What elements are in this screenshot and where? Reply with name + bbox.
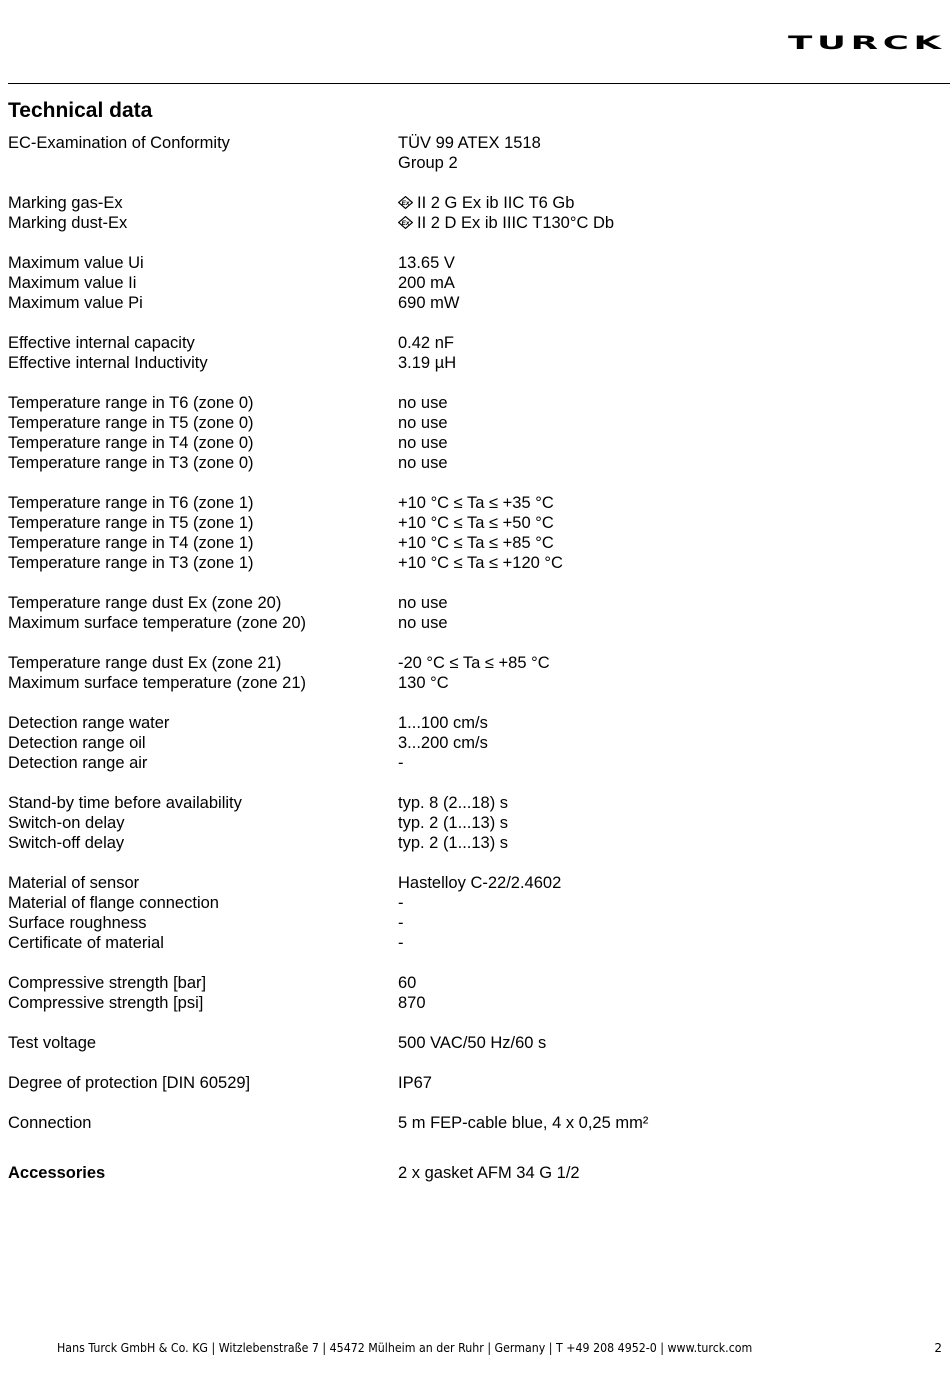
row-label: Maximum value Ui: [8, 254, 144, 272]
data-row: [8, 913, 938, 933]
data-row: [8, 793, 938, 813]
row-value: 60: [398, 974, 417, 992]
row-value: no use: [398, 614, 448, 632]
row-value: no use: [398, 454, 448, 472]
spacer: [8, 1013, 938, 1033]
row-label: Switch-off delay: [8, 834, 125, 852]
row-value: II 2 D Ex ib IIIC T130°C Db: [417, 214, 615, 232]
row-value: -: [398, 914, 404, 932]
row-value: 2 x gasket AFM 34 G 1/2: [398, 1164, 580, 1182]
row-value: II 2 G Ex ib IIC T6 Gb: [417, 194, 575, 212]
data-row: [8, 593, 938, 613]
data-row: [8, 753, 938, 773]
data-row: [8, 733, 938, 753]
row-label: Maximum value Ii: [8, 274, 137, 292]
data-row: [8, 833, 938, 853]
row-value: -: [398, 754, 404, 772]
row-value: -20 °C ≤ Ta ≤ +85 °C: [398, 654, 550, 672]
row-value: no use: [398, 414, 448, 432]
row-value: 3.19 µH: [398, 354, 457, 372]
row-value: 870: [398, 994, 426, 1012]
data-row: [8, 333, 938, 353]
row-value: -: [398, 894, 404, 912]
data-row: [8, 893, 938, 913]
row-label: Accessories: [8, 1164, 106, 1182]
data-row: [8, 933, 938, 953]
turck-logo: TURCK: [788, 32, 946, 54]
ex-symbol-icon: [398, 216, 413, 229]
data-row: [8, 653, 938, 673]
row-label: Maximum surface temperature (zone 20): [8, 614, 307, 632]
row-value: typ. 2 (1...13) s: [398, 814, 509, 832]
row-value: Hastelloy C-22/2.4602: [398, 874, 562, 892]
data-row: [8, 813, 938, 833]
row-value: IP67: [398, 1074, 432, 1092]
data-row: [8, 413, 938, 433]
spacer: [8, 573, 938, 593]
data-row: [8, 353, 938, 373]
spacer: [8, 373, 938, 393]
spacer: [8, 1093, 938, 1113]
row-label: Detection range air: [8, 754, 148, 772]
row-value: 3...200 cm/s: [398, 734, 488, 752]
row-label: Compressive strength [psi]: [8, 994, 204, 1012]
row-value: 130 °C: [398, 674, 449, 692]
data-row: [8, 253, 938, 273]
row-label: Effective internal capacity: [8, 334, 195, 352]
ex-symbol-icon: [398, 196, 413, 209]
row-value: typ. 2 (1...13) s: [398, 834, 509, 852]
row-value: no use: [398, 594, 448, 612]
row-value: 0.42 nF: [398, 334, 454, 352]
row-value: 500 VAC/50 Hz/60 s: [398, 1034, 547, 1052]
row-label: [8, 153, 398, 173]
row-label: Temperature range in T3 (zone 0): [8, 454, 254, 472]
row-label: Maximum surface temperature (zone 21): [8, 674, 307, 692]
row-label: Temperature range in T4 (zone 1): [8, 534, 254, 552]
spacer: [8, 313, 938, 333]
row-label: Material of flange connection: [8, 894, 219, 912]
data-row: [8, 273, 938, 293]
data-row: [8, 1113, 938, 1133]
row-value: 1...100 cm/s: [398, 714, 488, 732]
data-row: [8, 153, 938, 173]
spacer: [8, 693, 938, 713]
data-row: [8, 493, 938, 513]
row-label: Degree of protection [DIN 60529]: [8, 1074, 251, 1092]
row-label: Detection range oil: [8, 734, 146, 752]
row-label: Temperature range dust Ex (zone 20): [8, 594, 282, 612]
row-value: +10 °C ≤ Ta ≤ +35 °C: [398, 494, 554, 512]
row-label: EC-Examination of Conformity: [8, 134, 230, 152]
data-row: [8, 713, 938, 733]
row-label: Switch-on delay: [8, 814, 125, 832]
row-label: Temperature range in T6 (zone 1): [8, 494, 254, 512]
data-row: [8, 513, 938, 533]
data-row-accessories: [8, 1163, 938, 1183]
spacer: [8, 1133, 938, 1163]
data-row: [8, 673, 938, 693]
spacer: [8, 853, 938, 873]
data-row: [8, 973, 938, 993]
data-row: [8, 613, 938, 633]
spacer: [8, 953, 938, 973]
data-row: [8, 1073, 938, 1093]
row-label: Detection range water: [8, 714, 170, 732]
data-row: [8, 553, 938, 573]
svg-text:Ex: Ex: [401, 220, 410, 227]
footer-address: Hans Turck GmbH & Co. KG | Witzlebenstraße 7 | 45472 Mülheim an der Ruhr | Germany | T +49 208 4952-0 | www.turck.com: [57, 1341, 753, 1355]
row-label: Temperature range in T3 (zone 1): [8, 554, 254, 572]
data-row: [8, 1033, 938, 1053]
row-label: Certificate of material: [8, 934, 164, 952]
spacer: [8, 233, 938, 253]
data-row: [8, 293, 938, 313]
row-label: Temperature range in T5 (zone 1): [8, 514, 254, 532]
spacer: [8, 633, 938, 653]
row-value: 200 mA: [398, 274, 455, 292]
row-label: Temperature range in T6 (zone 0): [8, 394, 254, 412]
data-row: [8, 193, 938, 213]
row-label: Temperature range in T4 (zone 0): [8, 434, 254, 452]
row-value: no use: [398, 434, 448, 452]
row-label: Surface roughness: [8, 914, 147, 932]
row-value: -: [398, 934, 404, 952]
row-value: 690 mW: [398, 294, 460, 312]
row-label: Stand-by time before availability: [8, 794, 242, 812]
data-row: [8, 213, 938, 233]
data-row: [8, 393, 938, 413]
row-label: Maximum value Pi: [8, 294, 143, 312]
row-label: Marking gas-Ex: [8, 194, 123, 212]
section-title: Technical data: [8, 99, 153, 122]
header-rule: [8, 83, 950, 84]
row-label: Connection: [8, 1114, 92, 1132]
row-label: Temperature range dust Ex (zone 21): [8, 654, 282, 672]
row-value: +10 °C ≤ Ta ≤ +85 °C: [398, 534, 554, 552]
svg-text:Ex: Ex: [401, 200, 410, 207]
row-value: TÜV 99 ATEX 1518: [398, 134, 541, 152]
data-row: [8, 453, 938, 473]
row-value: no use: [398, 394, 448, 412]
data-row: [8, 533, 938, 553]
data-row: [8, 873, 938, 893]
row-label: Material of sensor: [8, 874, 140, 892]
data-row: [8, 433, 938, 453]
row-value: typ. 8 (2...18) s: [398, 794, 509, 812]
technical-data-table: [8, 133, 938, 1183]
row-value: +10 °C ≤ Ta ≤ +50 °C: [398, 514, 554, 532]
row-label: Compressive strength [bar]: [8, 974, 207, 992]
row-label: Temperature range in T5 (zone 0): [8, 414, 254, 432]
row-label: Marking dust-Ex: [8, 214, 128, 232]
row-value: 13.65 V: [398, 254, 455, 272]
spacer: [8, 173, 938, 193]
row-value: Group 2: [398, 154, 458, 172]
row-value: 5 m FEP-cable blue, 4 x 0,25 mm²: [398, 1114, 649, 1132]
data-row: [8, 993, 938, 1013]
row-value: +10 °C ≤ Ta ≤ +120 °C: [398, 554, 563, 572]
spacer: [8, 1053, 938, 1073]
row-label: Effective internal Inductivity: [8, 354, 208, 372]
spacer: [8, 473, 938, 493]
page-number: 2: [934, 1341, 942, 1355]
spacer: [8, 773, 938, 793]
row-label: Test voltage: [8, 1034, 97, 1052]
data-row: [8, 133, 938, 153]
